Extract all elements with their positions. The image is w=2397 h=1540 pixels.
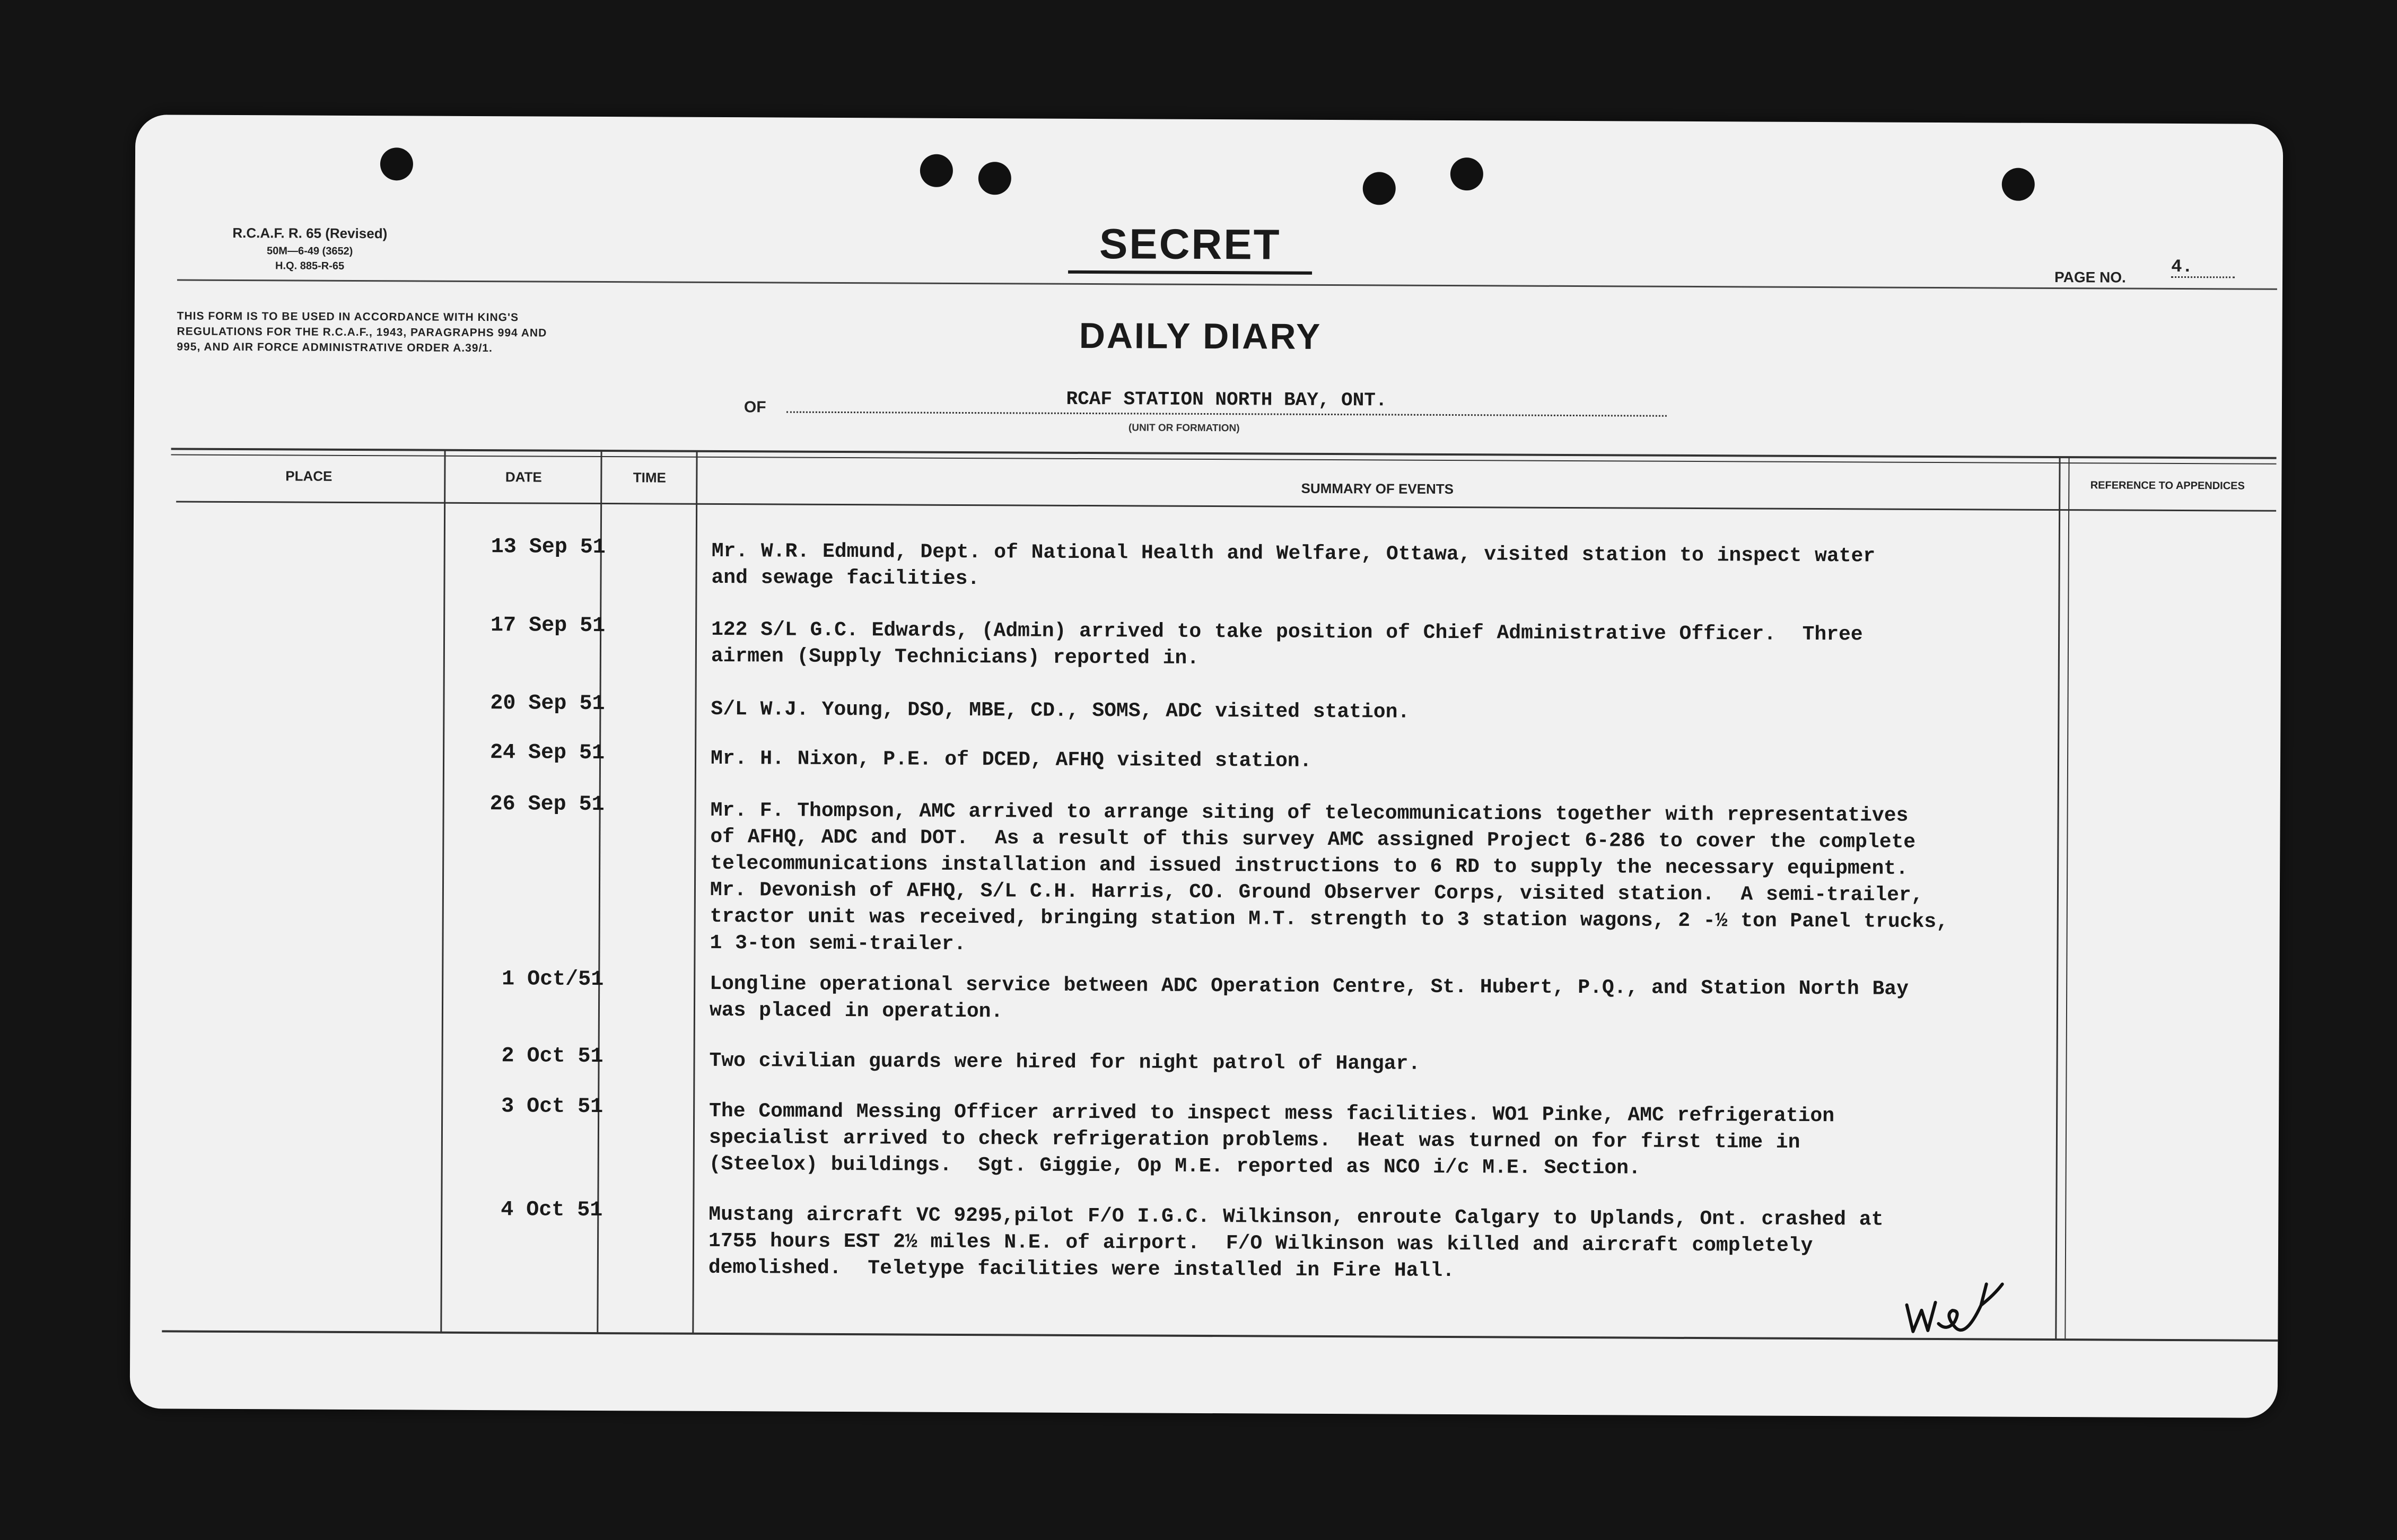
column-header-place: PLACE xyxy=(285,468,333,484)
header-rule xyxy=(177,279,2277,290)
entry-summary: Longline operational service between ADC Operation Centre, St. Hubert, P.Q., and Station North Bay was placed in operation. xyxy=(709,972,1909,1023)
form-instruction: THIS FORM IS TO BE USED IN ACCORDANCE WITH KING'S REGULATIONS FOR THE R.C.A.F., 1943, PARAGRAPHS 994 AND 995, AND AIR FORCE ADMINISTRATIVE ORDER A.39/1. xyxy=(177,310,547,355)
entry-summary: The Command Messing Officer arrived to inspect mess facilities. WO1 Pinke, AMC refrigeration specialist arrived to check refrigeration problems. Heat was turned on for first time in (Steelox) buildings. Sgt. Giggie, Op M.E. reported as NCO i/c M.E. Section. xyxy=(708,1099,1835,1180)
entry-date: 13 Sep 51 xyxy=(491,535,606,560)
classification-stamp: SECRET xyxy=(1068,220,1312,275)
punch-hole xyxy=(920,154,953,187)
column-header-reference: REFERENCE TO APPENDICES xyxy=(2090,479,2245,492)
entry-summary: Mr. W.R. Edmund, Dept. of National Health and Welfare, Ottawa, visited station to inspect water and sewage facilities. xyxy=(711,539,1876,591)
punch-hole xyxy=(2002,168,2035,201)
entry-summary: S/L W.J. Young, DSO, MBE, CD., SOMS, ADC visited station. xyxy=(711,697,1410,724)
entry-summary: 122 S/L G.C. Edwards, (Admin) arrived to take position of Chief Administrative Officer. Three airmen (Supply Technicians) reported in. xyxy=(711,618,1863,670)
handwritten-initials xyxy=(1901,1273,2008,1343)
column-header-time: TIME xyxy=(633,469,666,486)
entry-summary: Mr. F. Thompson, AMC arrived to arrange siting of telecommunications together with representatives of AFHQ, ADC and DOT. As a result of this survey AMC assigned Project 6-286 to cover the complete telecommunications installation and issued instructions to 6 RD to supply the necessary equipment. Mr. Devonish of AFHQ, S/L C.H. Harris, CO. Ground Observer Corps, visited station. A semi-trailer, tractor unit was received, bringing station M.T. strength to 3 station wagons, 2 -½ ton Panel trucks, 1 3-ton semi-trailer. xyxy=(710,799,1949,956)
punch-hole xyxy=(1450,158,1483,190)
punch-hole xyxy=(978,162,1011,195)
form-hq-line: H.Q. 885-R-65 xyxy=(275,260,345,272)
form-id-line: R.C.A.F. R. 65 (Revised) xyxy=(232,224,388,242)
entry-summary: Two civilian guards were hired for night patrol of Hangar. xyxy=(709,1049,1421,1075)
entry-date: 24 Sep 51 xyxy=(489,741,605,766)
column-header-summary: SUMMARY OF EVENTS xyxy=(1301,480,1454,497)
page-number-value: 4. xyxy=(2171,257,2235,278)
entry-date: 17 Sep 51 xyxy=(491,614,606,638)
entry-summary: Mr. H. Nixon, P.E. of DCED, AFHQ visited station. xyxy=(710,747,1312,773)
punch-hole xyxy=(380,147,413,180)
column-divider-summary-2 xyxy=(2064,457,2069,1340)
entry-summary: Mustang aircraft VC 9295,pilot F/O I.G.C. Wilkinson, enroute Calgary to Uplands, Ont. crashed at 1755 hours EST 2½ miles N.E. of airport. F/O Wilkinson was killed and aircraft completely demolished. Teletype facilities were installed in Fire Hall. xyxy=(708,1203,1884,1283)
page-number-label: PAGE NO. xyxy=(2054,268,2126,286)
form-title: DAILY DIARY xyxy=(1079,315,1322,357)
entry-date: 1 Oct/51 xyxy=(502,967,604,992)
entry-date: 4 Oct 51 xyxy=(501,1198,603,1223)
unit-label: OF xyxy=(743,398,766,416)
column-divider-summary xyxy=(2055,457,2060,1340)
entry-date: 3 Oct 51 xyxy=(501,1095,603,1119)
header-bottom-rule xyxy=(176,501,2276,512)
form-print-line: 50M—6-49 (3652) xyxy=(267,245,353,257)
unit-caption: (UNIT OR FORMATION) xyxy=(1128,422,1240,434)
punch-hole xyxy=(1363,172,1396,205)
entry-date: 20 Sep 51 xyxy=(490,692,605,716)
entry-date: 2 Oct 51 xyxy=(501,1044,603,1069)
column-header-date: DATE xyxy=(505,469,542,485)
unit-name: RCAF STATION NORTH BAY, ONT. xyxy=(786,387,1667,417)
table-top-rule xyxy=(171,448,2277,459)
entry-date: 26 Sep 51 xyxy=(489,792,605,817)
diary-form-sheet xyxy=(130,115,2284,1418)
column-divider-time xyxy=(692,451,697,1334)
